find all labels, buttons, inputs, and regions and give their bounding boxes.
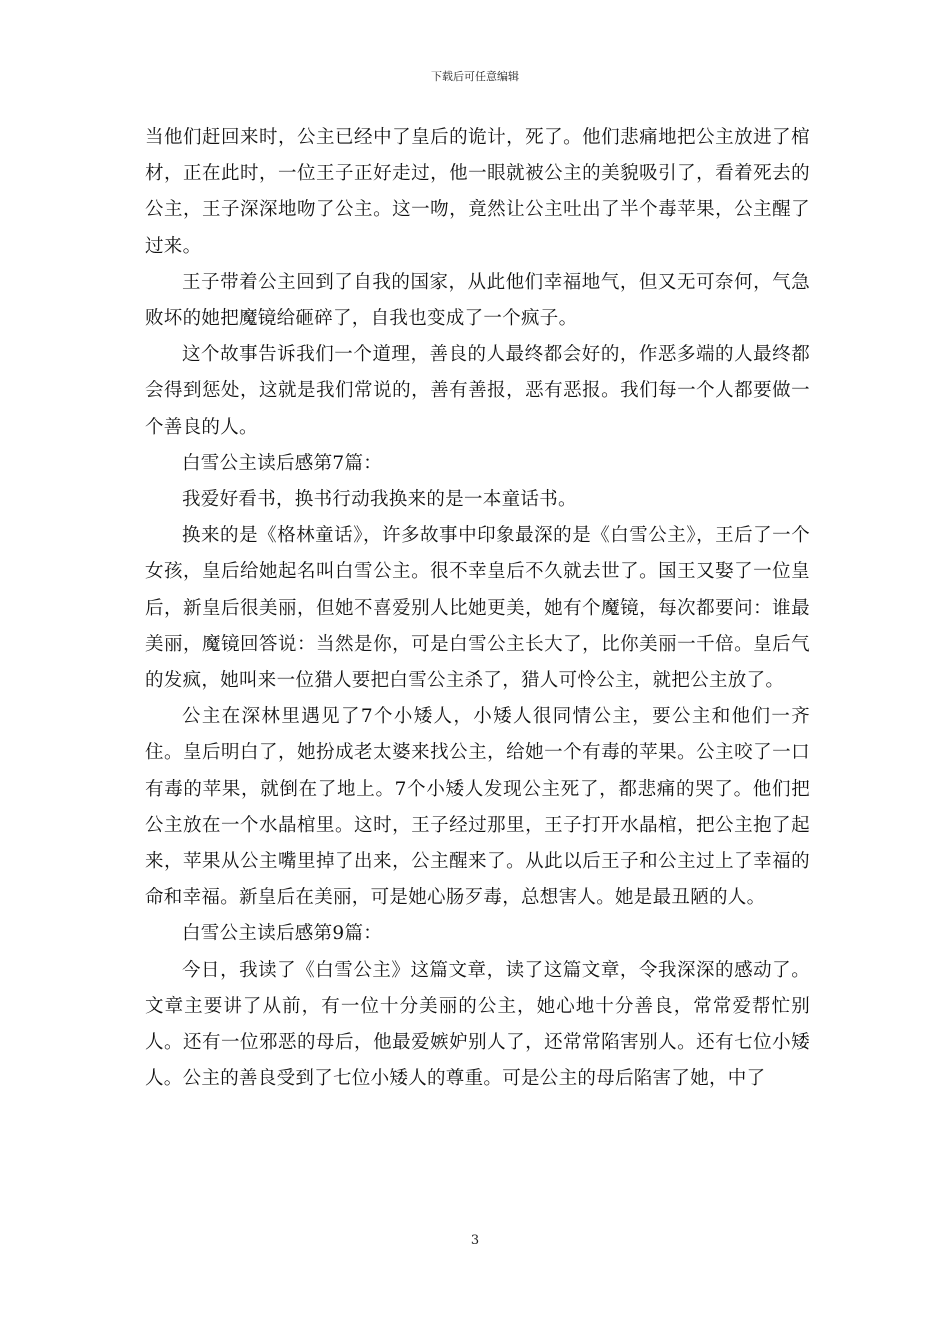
section-heading: 白雪公主读后感第7篇： [182,452,383,474]
paragraph: 我爱好看书，换书行动我换来的是一本童话书。 [182,489,577,511]
paragraph: 当他们赶回来时，公主已经中了皇后的诡计，死了。他们悲痛地把公主放进了棺材，正在此时，一位王子正好走过，他一眼就被公主的美貌吸引了，看着死去的公主，王子深深地吻了公主。这一吻，竟然让公主吐出了半个毒苹果，公主醒了过来。 [145,127,810,257]
page-header: 下载后可任意编辑 [431,70,519,83]
section-heading: 白雪公主读后感第9篇： [182,923,383,945]
paragraph: 王子带着公主回到了自我的国家，从此他们幸福地气，但又无可奈何，气急败坏的她把魔镜给砸碎了，自我也变成了一个疯子。 [145,271,810,330]
document-body [145,120,810,1097]
paragraph: 换来的是《格林童话》，许多故事中印象最深的是《白雪公主》，王后了一个女孩，皇后给她起名叫白雪公主。很不幸皇后不久就去世了。国王又娶了一位皇后，新皇后很美丽，但她不喜爱别人比她更美，她有个魔镜，每次都要问：谁最美丽，魔镜回答说：当然是你，可是白雪公主长大了，比你美丽一千倍。皇后气的发疯，她叫来一位猎人要把白雪公主杀了，猎人可怜公主，就把公主放了。 [145,525,810,692]
paragraph: 这个故事告诉我们一个道理，善良的人最终都会好的，作恶多端的人最终都会得到惩处，这就是我们常说的，善有善报，恶有恶报。我们每一个人都要做一个善良的人。 [145,344,810,438]
page-number: 3 [470,1233,480,1248]
paragraph: 今日，我读了《白雪公主》这篇文章，读了这篇文章，令我深深的感动了。文章主要讲了从前，有一位十分美丽的公主，她心地十分善良，常常爱帮忙别人。还有一位邪恶的母后，他最爱嫉妒别人了，还常常陷害别人。还有七位小矮人。公主的善良受到了七位小矮人的尊重。可是公主的母后陷害了她，中了 [145,959,810,1090]
paragraph: 公主在深林里遇见了7个小矮人，小矮人很同情公主，要公主和他们一齐住。皇后明白了，她扮成老太婆来找公主，给她一个有毒的苹果。公主咬了一口有毒的苹果，就倒在了地上。7个小矮人发现公主死了，都悲痛的哭了。他们把公主放在一个水晶棺里。这时，王子经过那里，王子打开水晶棺，把公主抱了起来，苹果从公主嘴里掉了出来，公主醒来了。从此以后王子和公主过上了幸福的命和幸福。新皇后在美丽，可是她心肠歹毒，总想害人。她是最丑陋的人。 [145,706,810,909]
